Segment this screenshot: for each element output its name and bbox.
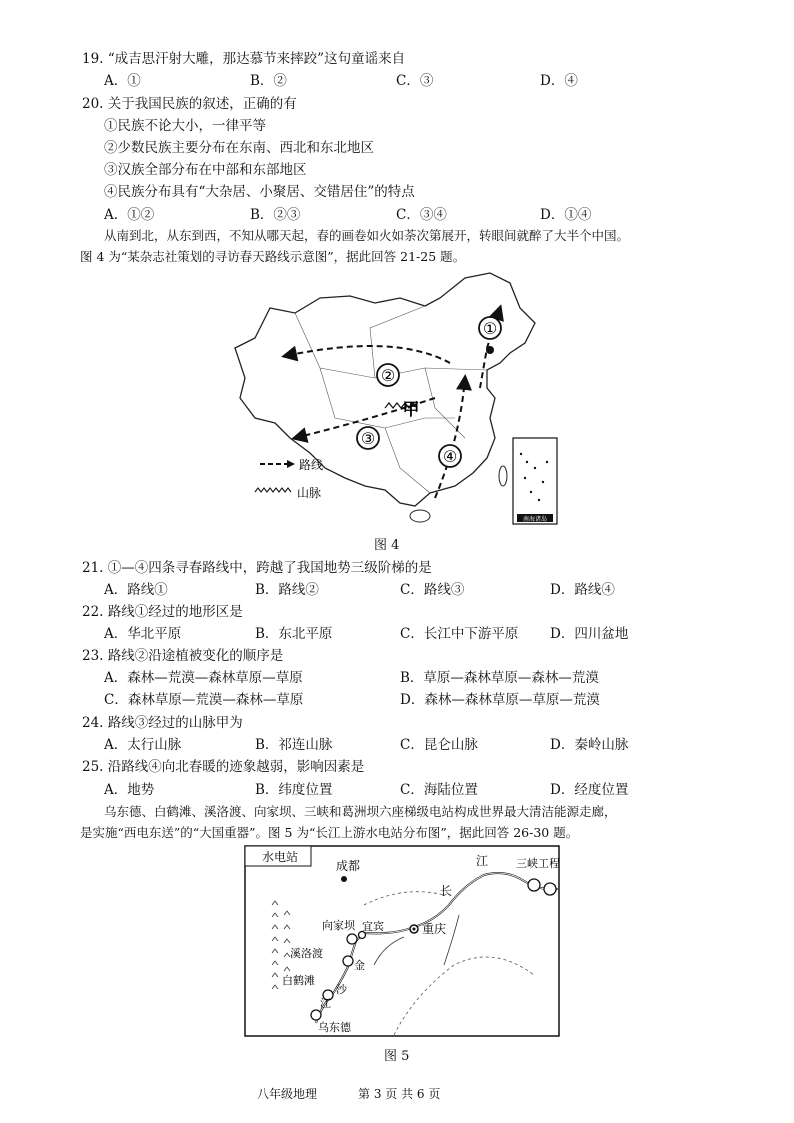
figure4-caption: 图 4 <box>374 538 400 553</box>
q21-option-a[interactable]: A．路线① <box>104 582 168 598</box>
river-char-sha: 沙 <box>336 983 347 996</box>
route-label-2: ② <box>380 366 396 385</box>
river-char-jin: 金 <box>354 959 365 972</box>
q23-option-b[interactable]: B．草原—森林草原—森林—荒漠 <box>400 670 599 686</box>
river-char-chang: 长 <box>440 884 453 898</box>
q20-option-c[interactable]: C．③④ <box>396 207 447 223</box>
intro1-line2: 图 4 为“某杂志社策划的寻访春天路线示意图”，据此回答 21-25 题。 <box>80 249 466 264</box>
q23-option-c[interactable]: C．森林草原—荒漠—森林—草原 <box>104 692 304 708</box>
intro2-line2: 是实施“西电东送”的“大国重器”。图 5 为“长江上游水电站分布图”，据此回答 26-30 题。 <box>80 825 579 840</box>
city-dot <box>486 346 494 354</box>
q22-option-c[interactable]: C．长江中下游平原 <box>400 626 519 642</box>
q20-option-a[interactable]: A．①② <box>104 207 155 223</box>
q21-option-c[interactable]: C．路线③ <box>400 582 465 598</box>
river-char-jiang-lower: 江 <box>320 997 331 1010</box>
jia-label: 甲 <box>402 400 420 420</box>
q24-stem: 24. 路线③经过的山脉甲为 <box>82 715 243 731</box>
city-chongqing: 重庆 <box>422 922 447 936</box>
legend-route-text: 路线 <box>299 458 324 472</box>
river-char-jiang-upper: 江 <box>476 854 489 868</box>
hainan-island <box>410 510 430 522</box>
q24-option-c[interactable]: C．昆仑山脉 <box>400 737 478 753</box>
route-2 <box>285 346 450 363</box>
q23-option-a[interactable]: A．森林—荒漠—森林草原—草原 <box>104 670 303 686</box>
q21-option-d[interactable]: D．路线④ <box>550 582 615 598</box>
q24-option-b[interactable]: B．祁连山脉 <box>255 737 333 753</box>
china-outline <box>235 273 535 506</box>
q25-option-b[interactable]: B．纬度位置 <box>255 782 333 798</box>
city-yibin: 宜宾 <box>362 920 384 933</box>
station-baihetan: 白鹤滩 <box>282 974 315 987</box>
chengdu-dot <box>341 876 347 882</box>
legend-mountain-text: 山脉 <box>297 486 322 500</box>
station-xiluodu: 溪洛渡 <box>290 947 323 960</box>
figure5-caption: 图 5 <box>384 1049 410 1064</box>
q25-stem: 25. 沿路线④向北春暖的迹象越弱，影响因素是 <box>82 759 365 775</box>
q21-stem: 21. ①—④四条寻春路线中，跨越了我国地势三级阶梯的是 <box>82 560 432 576</box>
q20-stem: 20. 关于我国民族的叙述，正确的有 <box>82 96 297 112</box>
route-label-1: ① <box>482 319 498 338</box>
station-xiangjiaba: 向家坝 <box>322 919 355 932</box>
q19-option-d[interactable]: D．④ <box>540 73 578 89</box>
city-chengdu: 成都 <box>336 859 361 873</box>
inset-frame <box>513 438 557 524</box>
q22-option-d[interactable]: D．四川盆地 <box>550 626 629 642</box>
intro2-line1: 乌东德、白鹤滩、溪洛渡、向家坝、三峡和葛洲坝六座梯级电站构成世界最大清洁能源走廊， <box>104 804 617 819</box>
q23-option-d[interactable]: D．森林—森林草原—草原—荒漠 <box>400 692 600 708</box>
intro1-line1: 从南到北，从东到西，不知从哪天起，春的画卷如火如荼次第展开，转眼间就醉了大半个中国。 <box>104 228 630 243</box>
route-label-4: ④ <box>442 447 458 466</box>
footer-page-number: 第 3 页 共 6 页 <box>358 1087 441 1101</box>
station-sanxia: 三峡工程 <box>516 857 560 870</box>
q19-option-a[interactable]: A．① <box>104 73 141 89</box>
taiwan-island <box>499 466 507 486</box>
q23-stem: 23. 路线②沿途植被变化的顺序是 <box>82 648 284 664</box>
q19-option-b[interactable]: B．② <box>250 73 287 89</box>
q25-option-c[interactable]: C．海陆位置 <box>400 782 478 798</box>
footer-subject: 八年级地理 <box>257 1087 318 1101</box>
q22-option-b[interactable]: B．东北平原 <box>255 626 333 642</box>
q24-option-a[interactable]: A．太行山脉 <box>104 737 182 753</box>
route-4 <box>435 378 465 498</box>
q21-option-b[interactable]: B．路线② <box>255 582 319 598</box>
q22-stem: 22. 路线①经过的地形区是 <box>82 604 243 620</box>
q25-option-d[interactable]: D．经度位置 <box>550 782 629 798</box>
q20-option-b[interactable]: B．②③ <box>250 207 301 223</box>
inset-label: 南海诸岛 <box>522 516 548 523</box>
q22-option-a[interactable]: A．华北平原 <box>104 626 182 642</box>
q25-option-a[interactable]: A．地势 <box>104 782 155 798</box>
q24-option-d[interactable]: D．秦岭山脉 <box>550 737 629 753</box>
legend-mountain-symbol <box>255 488 291 492</box>
figure5-map <box>244 845 560 1037</box>
q20-statement-2: ②少数民族主要分布在东南、西北和东北地区 <box>104 140 374 156</box>
station-wudongde: 乌东德 <box>318 1021 351 1034</box>
q20-statement-1: ①民族不论大小，一律平等 <box>104 118 266 134</box>
figure5-legend-text: 水电站 <box>262 850 299 864</box>
q19-option-c[interactable]: C．③ <box>396 73 434 89</box>
q20-statement-3: ③汉族全部分布在中部和东部地区 <box>104 162 307 178</box>
route-label-3: ③ <box>360 429 376 448</box>
figure4-map <box>225 268 560 528</box>
q19-stem: 19. “成吉思汗射大雕，那达慕节来摔跤”这句童谣来自 <box>82 51 406 67</box>
q20-option-d[interactable]: D．①④ <box>540 207 592 223</box>
q20-statement-4: ④民族分布具有“大杂居、小聚居、交错居住”的特点 <box>104 184 415 200</box>
